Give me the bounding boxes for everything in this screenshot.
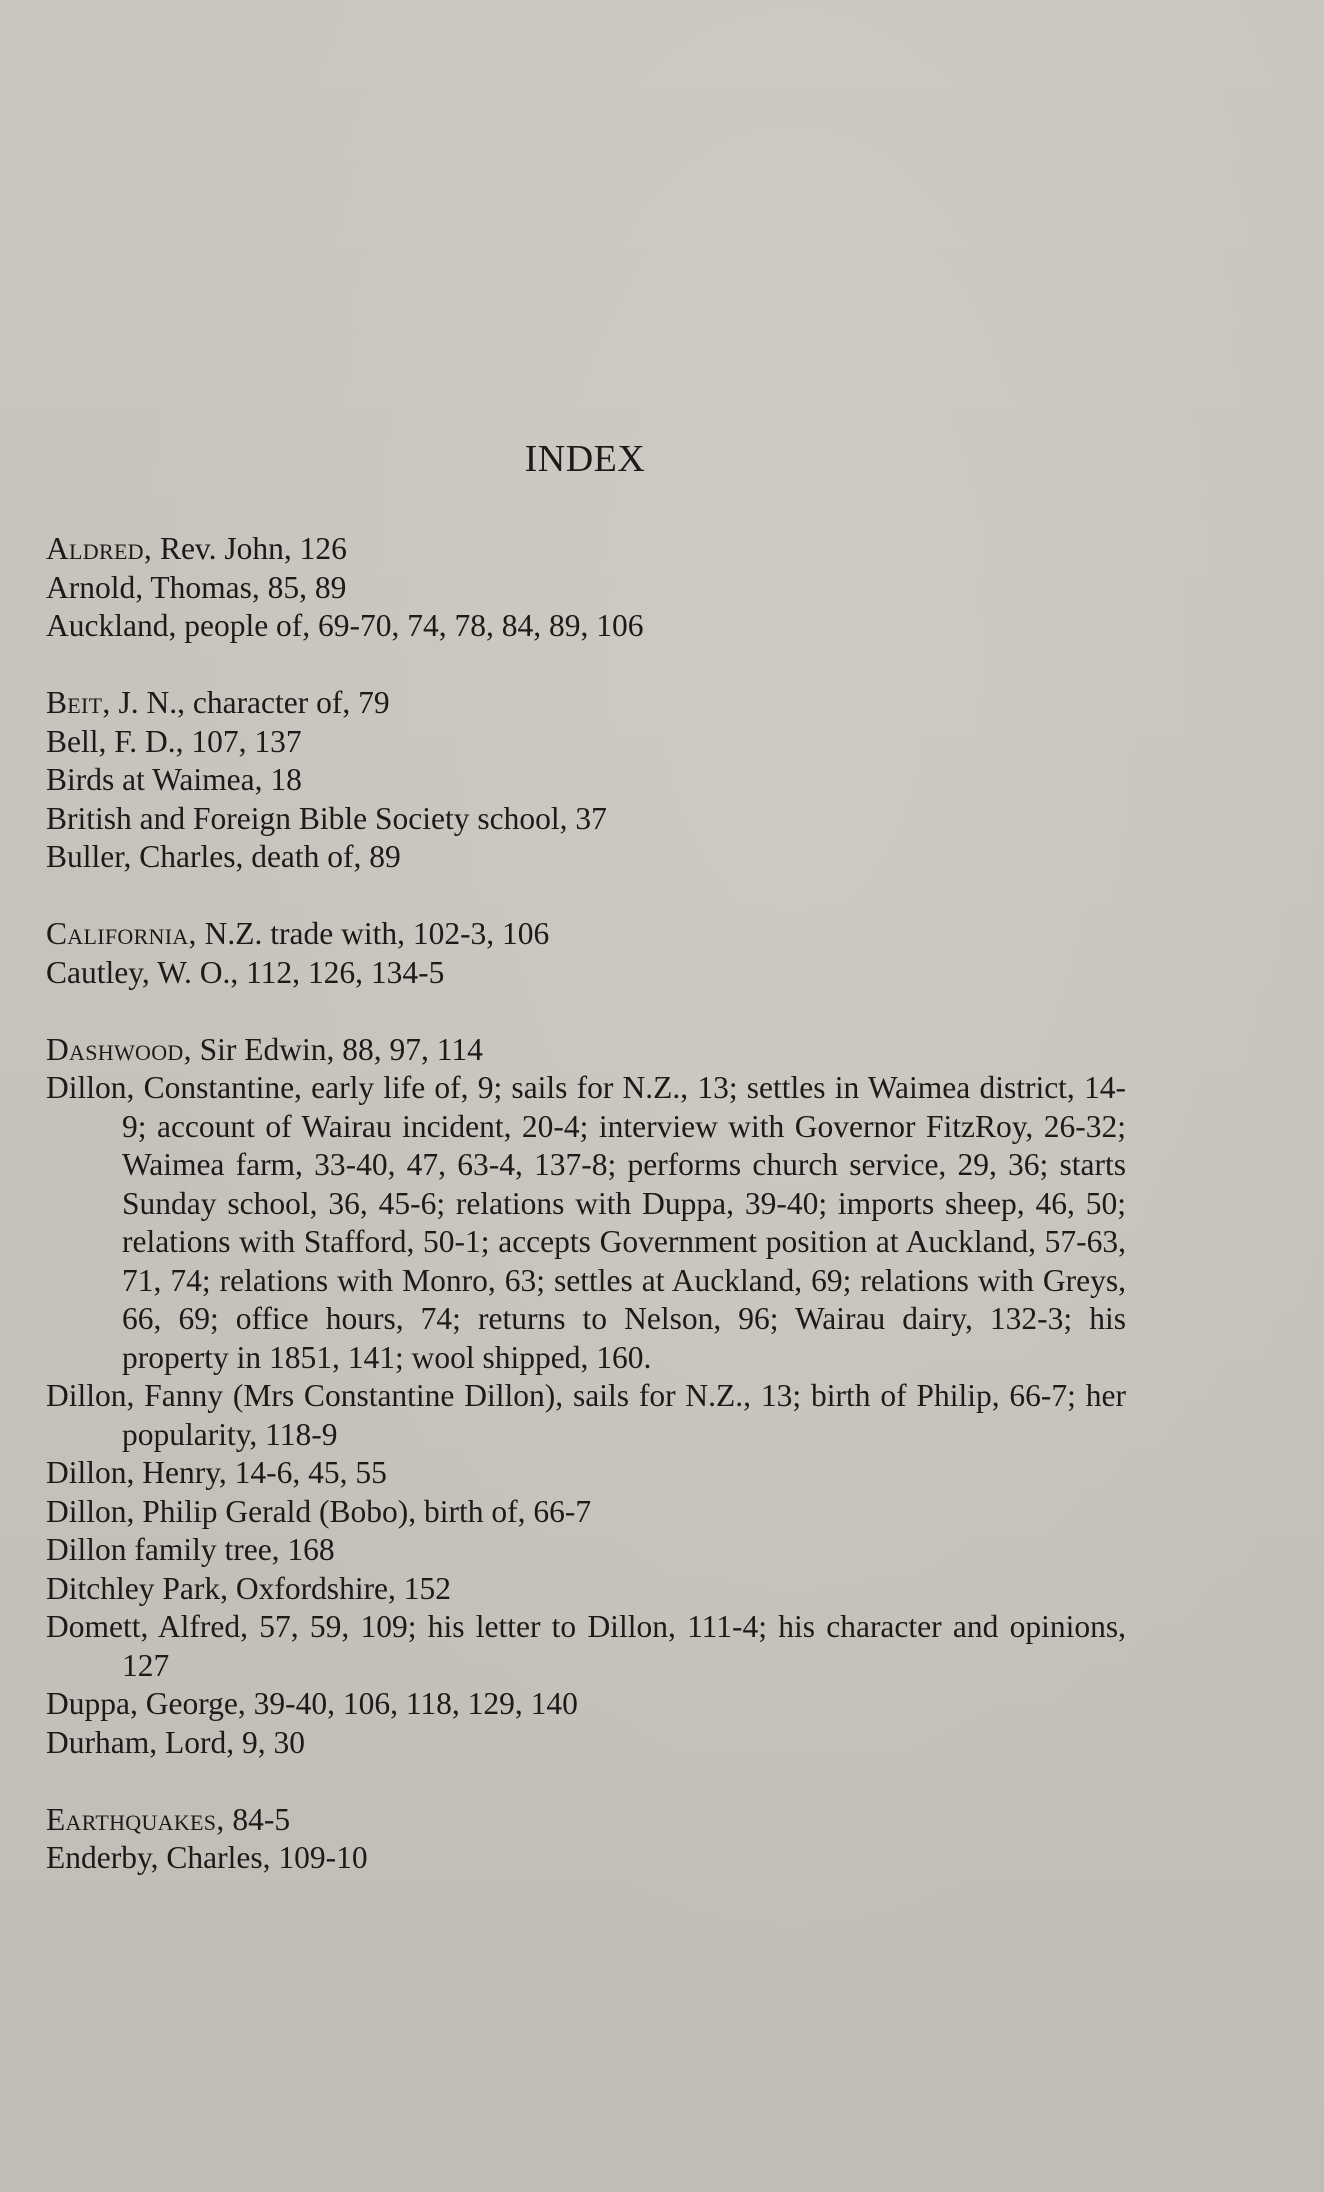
entry-text: Rev. John, 126 bbox=[152, 531, 347, 566]
index-entry bbox=[46, 684, 1126, 723]
index-entry: Bell, F. D., 107, 137 bbox=[46, 723, 302, 759]
entry-text: J. N., character of, 79 bbox=[110, 685, 390, 720]
index-entry: Ditchley Park, Oxfordshire, 152 bbox=[46, 1570, 452, 1606]
index-entry: Dillon, Henry, 14-6, 45, 55 bbox=[46, 1455, 387, 1490]
entry-text: Sir Edwin, 88, 97, 114 bbox=[191, 1031, 483, 1067]
index-entry: British and Foreign Bible Society school, 37 bbox=[46, 800, 607, 836]
index-group-d bbox=[46, 1031, 1126, 1763]
index-entry bbox=[46, 1031, 1126, 1070]
index-entry bbox=[46, 1801, 1126, 1840]
index-entry: Duppa, George, 39-40, 106, 118, 129, 140 bbox=[46, 1686, 578, 1721]
entry-head: Beit, bbox=[46, 685, 111, 720]
index-entry: Auckland, people of, 69-70, 74, 78, 84, 89, 106 bbox=[46, 608, 644, 643]
index-entry bbox=[46, 530, 1126, 569]
index-entry: Dillon, Philip Gerald (Bobo), birth of, 66-7 bbox=[46, 1493, 592, 1529]
index-entry: Cautley, W. O., 112, 126, 134-5 bbox=[46, 954, 445, 990]
index-group-b bbox=[46, 684, 1126, 877]
entry-head: Earthquakes, bbox=[46, 1801, 225, 1837]
index-list bbox=[46, 530, 1126, 1916]
index-entry: Dillon family tree, 168 bbox=[46, 1532, 335, 1567]
entry-head: California, bbox=[46, 916, 197, 951]
index-group-c bbox=[46, 915, 1126, 992]
entry-head: Dashwood, bbox=[46, 1031, 192, 1067]
index-entry: Dillon, Constantine, early life of, 9; sails for N.Z., 13; settles in Waimea district, 14-9; account of Wairau incident, 20-4; interview with Governor FitzRoy, 26-32; Waimea farm, 33-40, 47, 63-4, 137-8; performs church service, 29, 36; starts Sunday school, 36, 45-6; relations with Duppa, 39-40; imports sheep, 46, 50; relations with Stafford, 50-1; accepts Government position at Auckland, 57-63, 71, 74; relations with Monro, 63; settles at Auckland, 69; relations with Greys, 66, 69; office hours, 74; returns to Nelson, 96; Wairau dairy, 132-3; his property in 1851, 141; wool shipped, 160. bbox=[46, 1070, 1126, 1375]
index-entry bbox=[46, 915, 1126, 954]
index-entry: Arnold, Thomas, 85, 89 bbox=[46, 569, 347, 605]
entry-text: 84-5 bbox=[224, 1801, 291, 1837]
index-entry: Dillon, Fanny (Mrs Constantine Dillon), sails for N.Z., 13; birth of Philip, 66-7; her popularity, 118-9 bbox=[46, 1378, 1126, 1452]
entry-head: Aldred, bbox=[46, 531, 153, 566]
index-entry: Buller, Charles, death of, 89 bbox=[46, 839, 401, 874]
index-entry: Durham, Lord, 9, 30 bbox=[46, 1724, 305, 1760]
index-entry: Birds at Waimea, 18 bbox=[46, 762, 302, 797]
index-entry: Domett, Alfred, 57, 59, 109; his letter to Dillon, 111-4; his character and opinions, 127 bbox=[46, 1609, 1126, 1683]
index-group-a bbox=[46, 530, 1126, 646]
page-title: INDEX bbox=[524, 438, 646, 480]
entry-text: N.Z. trade with, 102-3, 106 bbox=[196, 916, 550, 951]
index-entry: Enderby, Charles, 109-10 bbox=[46, 1840, 368, 1875]
index-group-e bbox=[46, 1801, 1126, 1878]
